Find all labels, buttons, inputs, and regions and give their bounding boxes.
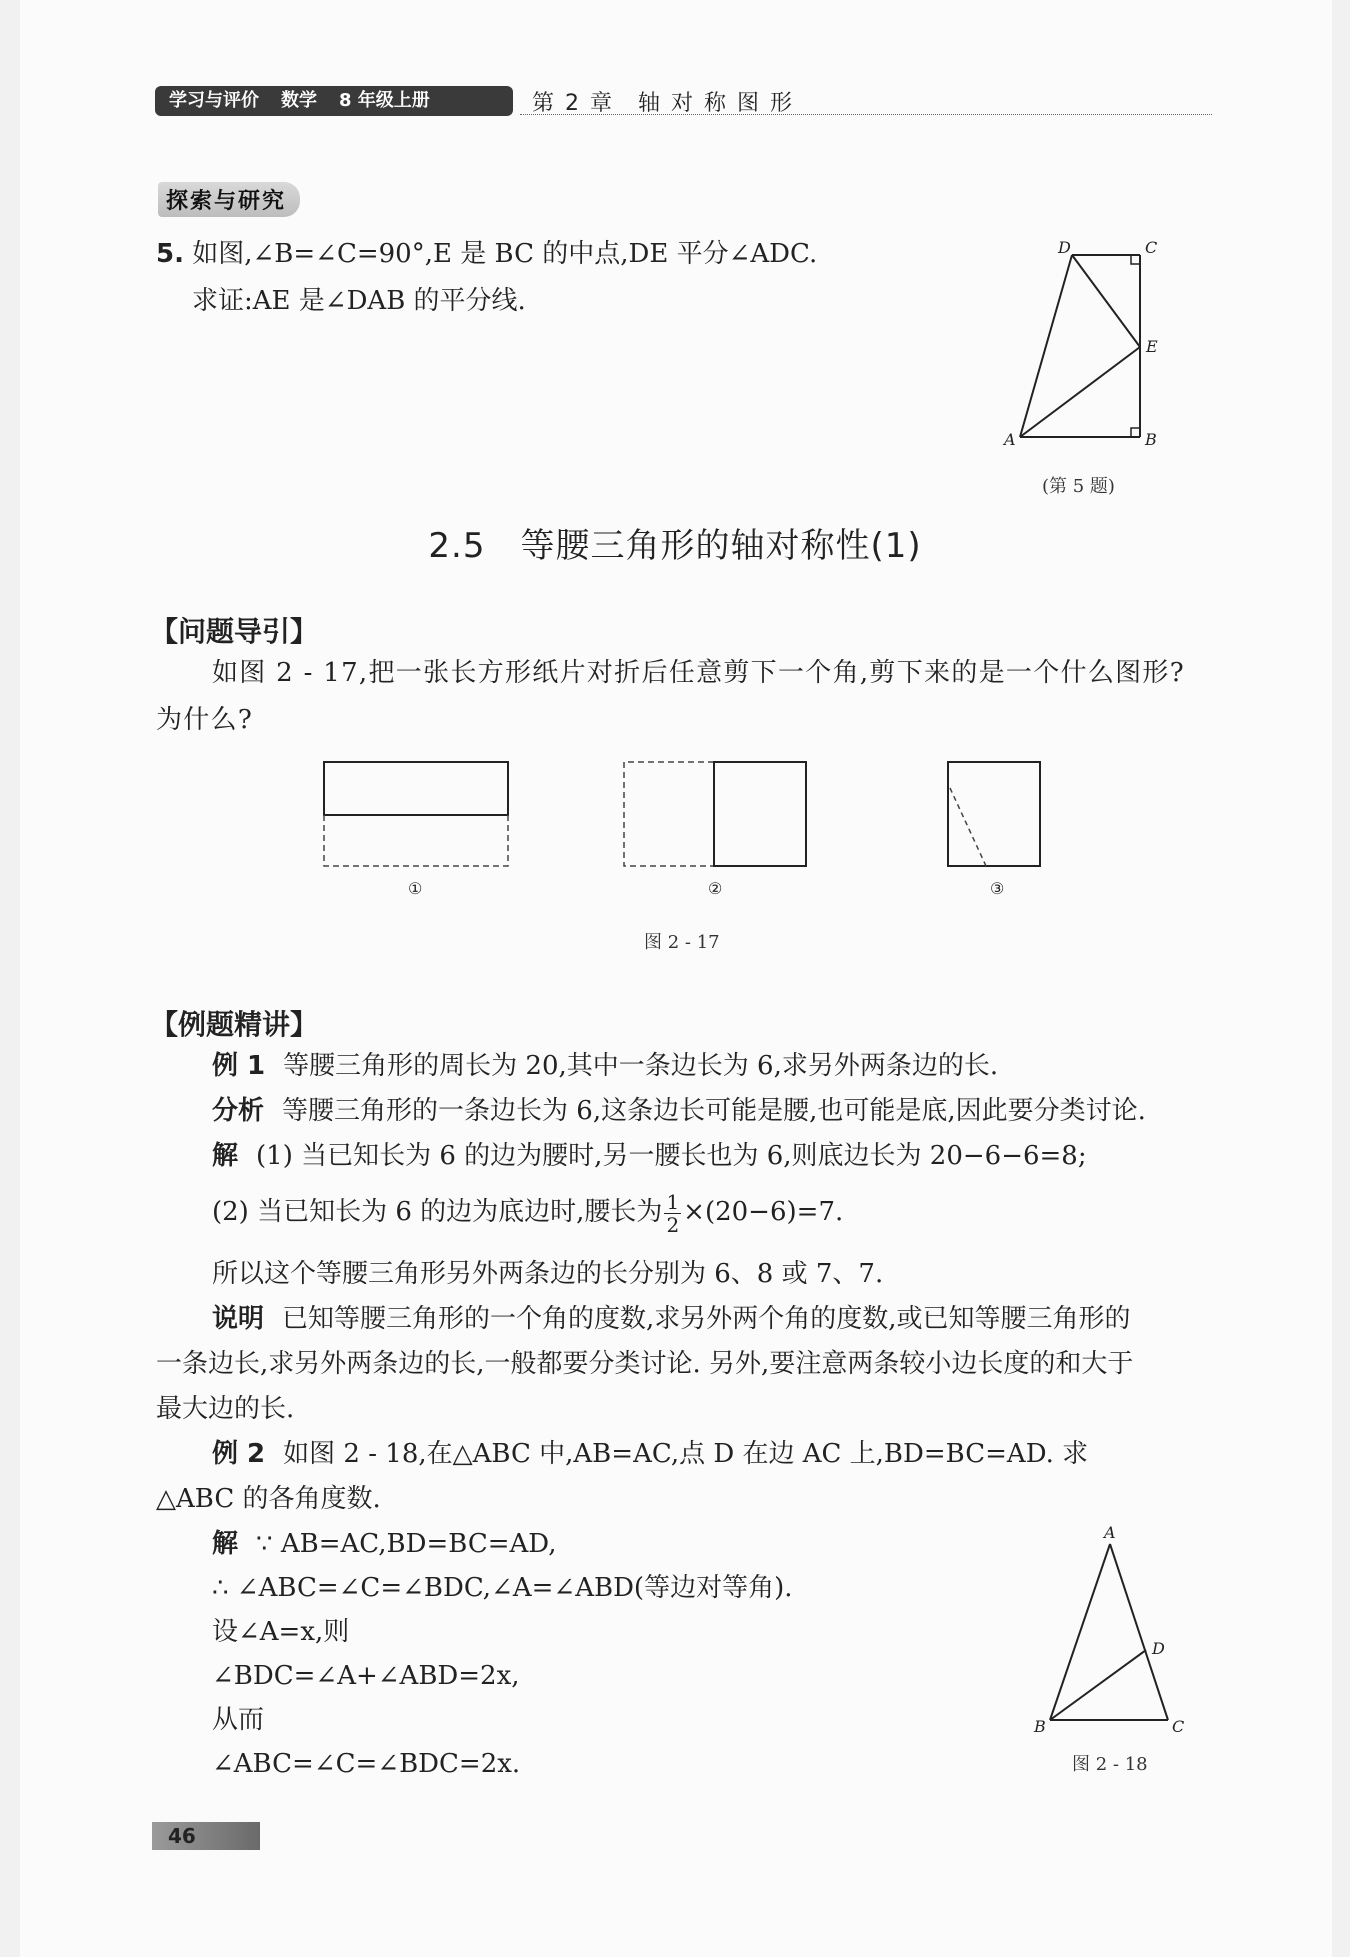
header-grade: 8 年级上册 bbox=[339, 90, 430, 111]
ex2-solution-5: 从而 bbox=[212, 1705, 265, 1735]
example-2 bbox=[212, 1432, 1088, 1477]
problem-5-text: 如图,∠B=∠C=90°,E 是 BC 的中点,DE 平分∠ADC. bbox=[192, 239, 818, 269]
fraction-numerator: 1 bbox=[666, 1189, 680, 1214]
solution-1 bbox=[212, 1134, 1087, 1179]
ex2-solution-3: 设∠A=x,则 bbox=[212, 1617, 350, 1647]
example-1 bbox=[212, 1044, 998, 1089]
fraction-one-half bbox=[664, 1191, 681, 1236]
fig5-label-a: A bbox=[1004, 430, 1016, 449]
fig5-label-e: E bbox=[1146, 337, 1158, 356]
guide-line2: 为什么? bbox=[156, 705, 254, 735]
analysis-text: 等腰三角形的一条边长为 6,这条边长可能是腰,也可能是底,因此要分类讨论. bbox=[282, 1096, 1146, 1126]
example-2-label: 例 2 bbox=[212, 1439, 266, 1469]
header-book-bar bbox=[155, 86, 513, 116]
fig18-edge-bd bbox=[1050, 1650, 1146, 1720]
header-subject: 数学 bbox=[281, 90, 317, 111]
problem-5-figure bbox=[990, 235, 1190, 450]
solution-2 bbox=[212, 1190, 843, 1236]
fig1-top-rect bbox=[324, 762, 508, 815]
examples-heading: 【例题精讲】 bbox=[150, 1008, 319, 1041]
solution-2-post: ×(20−6)=7. bbox=[683, 1197, 844, 1227]
fig-label-2: ② bbox=[708, 879, 723, 898]
fig5-edge-de bbox=[1072, 255, 1140, 347]
guide-figure bbox=[300, 748, 1060, 908]
fig18-edge-ab bbox=[1050, 1544, 1110, 1720]
guide-heading: 【问题导引】 bbox=[150, 615, 319, 648]
example-1-label: 例 1 bbox=[212, 1051, 266, 1081]
example-2-text: 如图 2 - 18,在△ABC 中,AB=AC,点 D 在边 AC 上,BD=BC=AD. 求 bbox=[283, 1439, 1089, 1469]
ex2-solution-6: ∠ABC=∠C=∠BDC=2x. bbox=[212, 1749, 521, 1779]
note-line2: 一条边长,求另外两条边的长,一般都要分类讨论. 另外,要注意两条较小边长度的和大于 bbox=[156, 1349, 1134, 1379]
fig5-right-angle-b bbox=[1131, 428, 1140, 437]
fig1-dashed-half bbox=[324, 815, 508, 866]
fig18-label-d: D bbox=[1152, 1639, 1165, 1658]
header-book: 学习与评价 bbox=[169, 90, 259, 111]
note-label: 说明 bbox=[212, 1304, 265, 1334]
fig2-square bbox=[714, 762, 806, 866]
fig2-dashed-half bbox=[624, 762, 714, 866]
example-1-text: 等腰三角形的周长为 20,其中一条边长为 6,求另外两条边的长. bbox=[283, 1051, 999, 1081]
problem-number: 5. bbox=[156, 239, 184, 269]
solution-1-text: (1) 当已知长为 6 的边为腰时,另一腰长也为 6,则底边长为 20−6−6=8; bbox=[256, 1141, 1087, 1171]
fig5-edge-ae bbox=[1020, 347, 1140, 437]
fig5-label-c: C bbox=[1145, 238, 1158, 257]
fig5-label-d: D bbox=[1058, 238, 1071, 257]
problem-5-line2: 求证:AE 是∠DAB 的平分线. bbox=[192, 286, 526, 316]
fig18-label-b: B bbox=[1034, 1717, 1046, 1736]
fraction-denominator: 2 bbox=[666, 1212, 680, 1237]
page-number: 46 bbox=[152, 1822, 260, 1850]
section-title: 2.5 等腰三角形的轴对称性(1) bbox=[428, 526, 922, 566]
ex2-solution-1-text: ∵ AB=AC,BD=BC=AD, bbox=[256, 1529, 557, 1559]
fig5-label-b: B bbox=[1145, 430, 1157, 449]
fig5-right-angle-c bbox=[1131, 255, 1140, 264]
note-line3: 最大边的长. bbox=[156, 1394, 295, 1424]
guide-line1: 如图 2 - 17,把一张长方形纸片对折后任意剪下一个角,剪下来的是一个什么图形? bbox=[212, 658, 1185, 688]
ex2-solution-label: 解 bbox=[212, 1529, 239, 1559]
solution-3: 所以这个等腰三角形另外两条边的长分别为 6、8 或 7、7. bbox=[212, 1259, 884, 1289]
solution-label: 解 bbox=[212, 1141, 239, 1171]
fig5-edge-ad bbox=[1020, 255, 1072, 437]
fig-label-3: ③ bbox=[990, 879, 1005, 898]
figure-2-18 bbox=[1030, 1522, 1210, 1742]
header-divider bbox=[520, 114, 1212, 115]
analysis bbox=[212, 1089, 1146, 1134]
ex2-solution-1 bbox=[212, 1522, 556, 1567]
fig18-edge-ac bbox=[1110, 1544, 1168, 1720]
fig-label-1: ① bbox=[408, 879, 423, 898]
header-chapter: 第 2 章 轴 对 称 图 形 bbox=[532, 91, 794, 116]
example-2-line2: △ABC 的各角度数. bbox=[156, 1484, 381, 1514]
fig18-label-a: A bbox=[1104, 1523, 1116, 1542]
fig18-label-c: C bbox=[1172, 1717, 1185, 1736]
solution-2-pre: (2) 当已知长为 6 的边为底边时,腰长为 bbox=[212, 1197, 663, 1227]
ex2-solution-2: ∴ ∠ABC=∠C=∠BDC,∠A=∠ABD(等边对等角). bbox=[212, 1573, 793, 1603]
note-text-1: 已知等腰三角形的一个角的度数,求另外两个角的度数,或已知等腰三角形的 bbox=[282, 1304, 1131, 1334]
problem-5-caption: (第 5 题) bbox=[1042, 476, 1115, 497]
figure-2-17-caption: 图 2 - 17 bbox=[644, 932, 720, 953]
section-tag-explore: 探索与研究 bbox=[158, 182, 300, 217]
problem-5-line1 bbox=[156, 236, 817, 272]
ex2-solution-4: ∠BDC=∠A+∠ABD=2x, bbox=[212, 1661, 520, 1691]
fig3-cut-line bbox=[950, 788, 986, 866]
note-line1 bbox=[212, 1297, 1131, 1342]
figure-2-18-caption: 图 2 - 18 bbox=[1072, 1754, 1148, 1775]
analysis-label: 分析 bbox=[212, 1096, 265, 1126]
